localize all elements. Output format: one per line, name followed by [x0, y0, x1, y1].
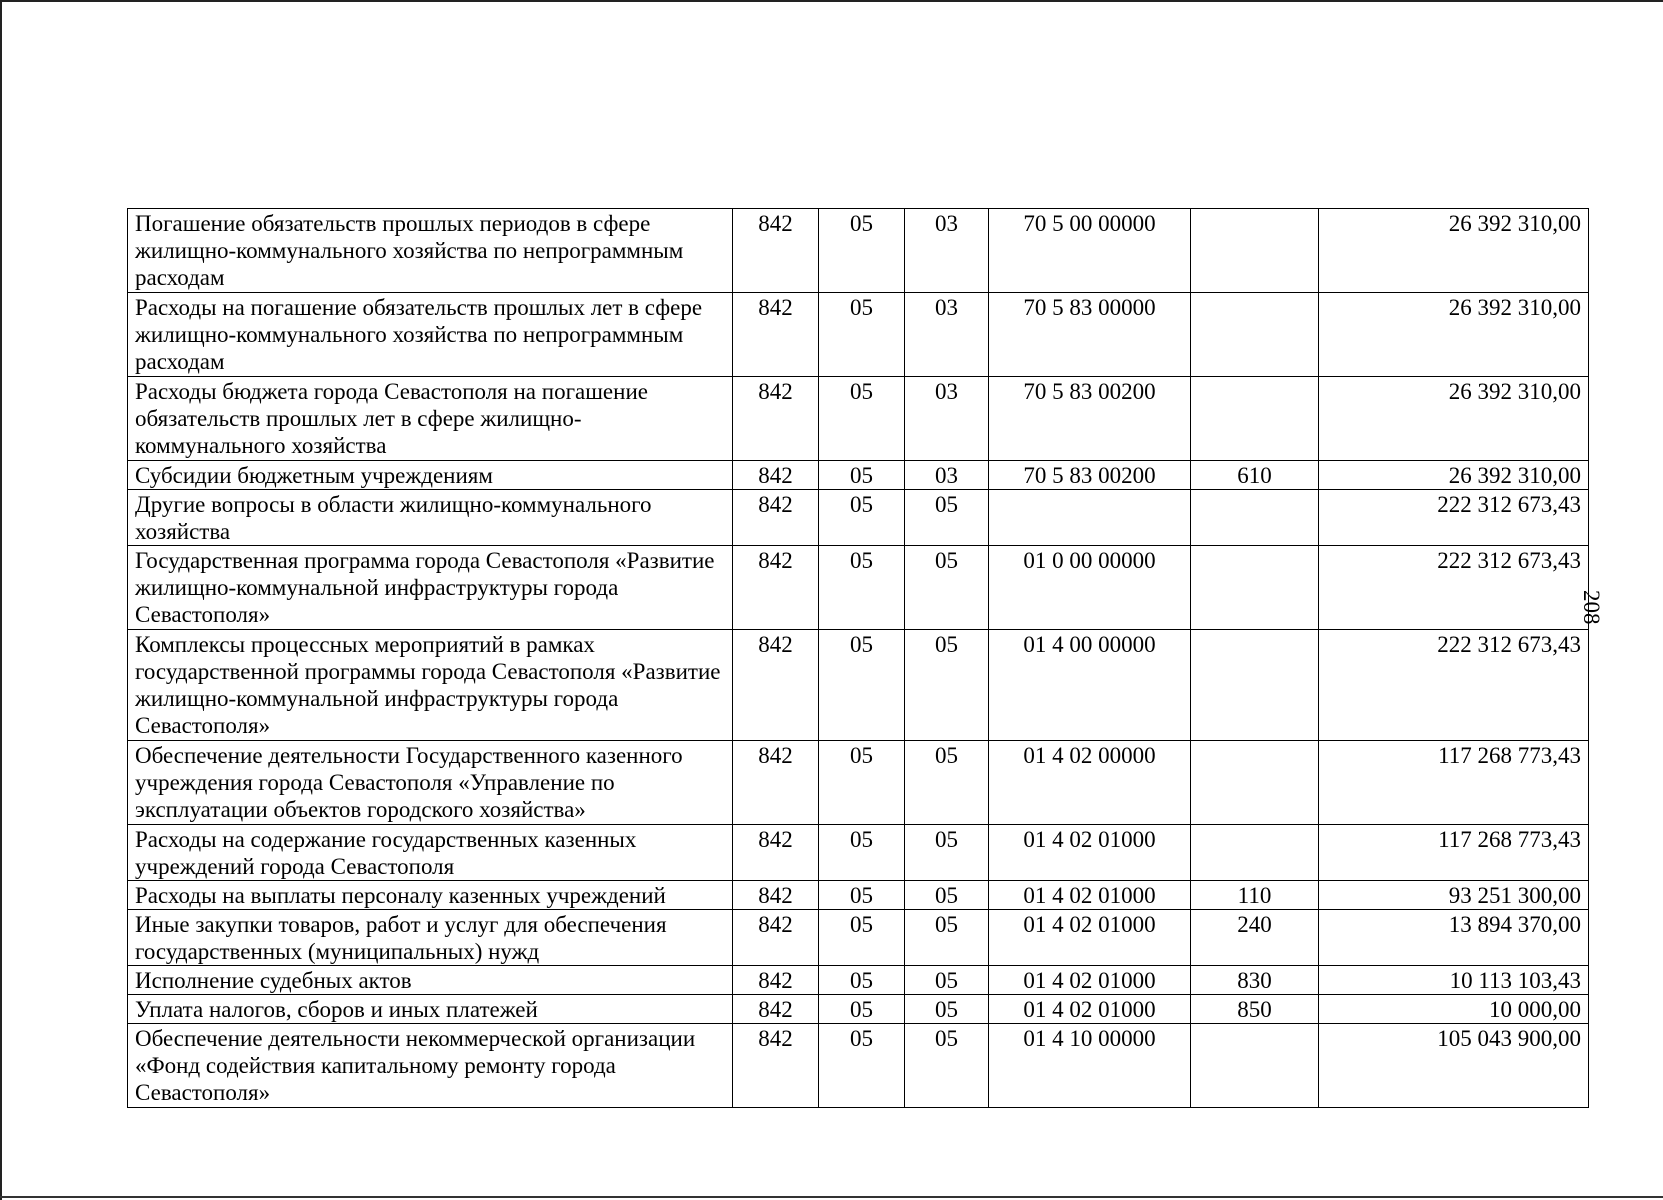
cell-csr: 70 5 83 00200	[989, 461, 1191, 490]
cell-vr	[1191, 630, 1319, 741]
cell-sum: 222 312 673,43	[1319, 546, 1589, 630]
table-row	[128, 825, 1589, 881]
cell-rz: 05	[819, 461, 905, 490]
cell-ved: 842	[733, 966, 819, 995]
cell-csr: 01 4 02 01000	[989, 881, 1191, 910]
cell-pr: 05	[905, 1024, 989, 1108]
cell-vr	[1191, 490, 1319, 546]
table-row	[128, 461, 1589, 490]
cell-vr	[1191, 741, 1319, 825]
cell-pr: 05	[905, 995, 989, 1024]
table-row	[128, 209, 1589, 293]
cell-vr	[1191, 377, 1319, 461]
scan-edge-bottom	[0, 1196, 1663, 1198]
cell-pr: 03	[905, 209, 989, 293]
table-row	[128, 966, 1589, 995]
cell-pr: 03	[905, 293, 989, 377]
cell-sum: 93 251 300,00	[1319, 881, 1589, 910]
cell-pr: 05	[905, 546, 989, 630]
cell-name: Расходы на погашение обязательств прошлых лет в сфере жилищно-коммунального хозяйства по непрограммным расходам	[128, 293, 733, 377]
cell-vr	[1191, 546, 1319, 630]
cell-sum: 10 113 103,43	[1319, 966, 1589, 995]
cell-pr: 05	[905, 966, 989, 995]
cell-ved: 842	[733, 1024, 819, 1108]
cell-sum: 13 894 370,00	[1319, 910, 1589, 966]
cell-pr: 05	[905, 490, 989, 546]
table-row	[128, 910, 1589, 966]
scan-edge-left	[0, 0, 2, 1200]
cell-name: Расходы на выплаты персоналу казенных учреждений	[128, 881, 733, 910]
cell-rz: 05	[819, 546, 905, 630]
cell-csr: 70 5 83 00200	[989, 377, 1191, 461]
cell-csr: 01 4 02 01000	[989, 910, 1191, 966]
cell-sum: 222 312 673,43	[1319, 630, 1589, 741]
cell-sum: 26 392 310,00	[1319, 377, 1589, 461]
cell-ved: 842	[733, 881, 819, 910]
cell-sum: 10 000,00	[1319, 995, 1589, 1024]
cell-pr: 05	[905, 630, 989, 741]
page-number: 208	[1579, 590, 1604, 625]
budget-table-body	[128, 209, 1589, 1108]
cell-rz: 05	[819, 910, 905, 966]
cell-csr: 01 4 00 00000	[989, 630, 1191, 741]
cell-pr: 03	[905, 461, 989, 490]
cell-vr: 110	[1191, 881, 1319, 910]
cell-vr	[1191, 293, 1319, 377]
cell-vr: 830	[1191, 966, 1319, 995]
cell-rz: 05	[819, 881, 905, 910]
cell-ved: 842	[733, 461, 819, 490]
cell-ved: 842	[733, 825, 819, 881]
cell-pr: 05	[905, 825, 989, 881]
budget-table	[127, 208, 1589, 1108]
cell-name: Расходы на содержание государственных казенных учреждений города Севастополя	[128, 825, 733, 881]
table-row	[128, 490, 1589, 546]
cell-sum: 117 268 773,43	[1319, 825, 1589, 881]
scan-edge-top	[0, 0, 1663, 2]
cell-vr	[1191, 209, 1319, 293]
cell-vr: 240	[1191, 910, 1319, 966]
cell-name: Уплата налогов, сборов и иных платежей	[128, 995, 733, 1024]
cell-ved: 842	[733, 630, 819, 741]
cell-rz: 05	[819, 209, 905, 293]
table-row	[128, 630, 1589, 741]
cell-ved: 842	[733, 490, 819, 546]
cell-name: Иные закупки товаров, работ и услуг для обеспечения государственных (муниципальных) нужд	[128, 910, 733, 966]
cell-rz: 05	[819, 377, 905, 461]
cell-ved: 842	[733, 377, 819, 461]
table-row	[128, 293, 1589, 377]
cell-csr: 70 5 00 00000	[989, 209, 1191, 293]
cell-rz: 05	[819, 966, 905, 995]
cell-csr	[989, 490, 1191, 546]
cell-vr	[1191, 825, 1319, 881]
cell-name: Расходы бюджета города Севастополя на погашение обязательств прошлых лет в сфере жилищно-коммунального хозяйства	[128, 377, 733, 461]
cell-name: Погашение обязательств прошлых периодов в сфере жилищно-коммунального хозяйства по непрограммным расходам	[128, 209, 733, 293]
cell-pr: 03	[905, 377, 989, 461]
cell-vr	[1191, 1024, 1319, 1108]
cell-name: Государственная программа города Севастополя «Развитие жилищно-коммунальной инфраструктуры города Севастополя»	[128, 546, 733, 630]
cell-vr: 850	[1191, 995, 1319, 1024]
cell-name: Субсидии бюджетным учреждениям	[128, 461, 733, 490]
table-row	[128, 995, 1589, 1024]
cell-ved: 842	[733, 546, 819, 630]
cell-csr: 70 5 83 00000	[989, 293, 1191, 377]
cell-sum: 26 392 310,00	[1319, 461, 1589, 490]
cell-csr: 01 0 00 00000	[989, 546, 1191, 630]
cell-csr: 01 4 02 00000	[989, 741, 1191, 825]
table-row	[128, 377, 1589, 461]
cell-ved: 842	[733, 293, 819, 377]
table-row	[128, 1024, 1589, 1108]
cell-pr: 05	[905, 910, 989, 966]
cell-rz: 05	[819, 741, 905, 825]
cell-sum: 222 312 673,43	[1319, 490, 1589, 546]
cell-ved: 842	[733, 209, 819, 293]
cell-rz: 05	[819, 825, 905, 881]
cell-pr: 05	[905, 881, 989, 910]
table-row	[128, 881, 1589, 910]
cell-rz: 05	[819, 1024, 905, 1108]
cell-rz: 05	[819, 293, 905, 377]
cell-rz: 05	[819, 995, 905, 1024]
cell-csr: 01 4 02 01000	[989, 966, 1191, 995]
cell-name: Исполнение судебных актов	[128, 966, 733, 995]
cell-name: Другие вопросы в области жилищно-коммунального хозяйства	[128, 490, 733, 546]
cell-sum: 117 268 773,43	[1319, 741, 1589, 825]
cell-pr: 05	[905, 741, 989, 825]
cell-ved: 842	[733, 910, 819, 966]
table-row	[128, 546, 1589, 630]
cell-ved: 842	[733, 995, 819, 1024]
cell-sum: 105 043 900,00	[1319, 1024, 1589, 1108]
cell-csr: 01 4 10 00000	[989, 1024, 1191, 1108]
cell-name: Обеспечение деятельности некоммерческой организации «Фонд содействия капитальному ремонту города Севастополя»	[128, 1024, 733, 1108]
cell-rz: 05	[819, 490, 905, 546]
cell-vr: 610	[1191, 461, 1319, 490]
cell-sum: 26 392 310,00	[1319, 293, 1589, 377]
cell-rz: 05	[819, 630, 905, 741]
cell-csr: 01 4 02 01000	[989, 995, 1191, 1024]
cell-name: Комплексы процессных мероприятий в рамках государственной программы города Севастополя «Развитие жилищно-коммунальной инфраструктуры города Севастополя»	[128, 630, 733, 741]
cell-ved: 842	[733, 741, 819, 825]
table-row	[128, 741, 1589, 825]
cell-name: Обеспечение деятельности Государственного казенного учреждения города Севастополя «Управление по эксплуатации объектов городского хозяйства»	[128, 741, 733, 825]
cell-csr: 01 4 02 01000	[989, 825, 1191, 881]
cell-sum: 26 392 310,00	[1319, 209, 1589, 293]
